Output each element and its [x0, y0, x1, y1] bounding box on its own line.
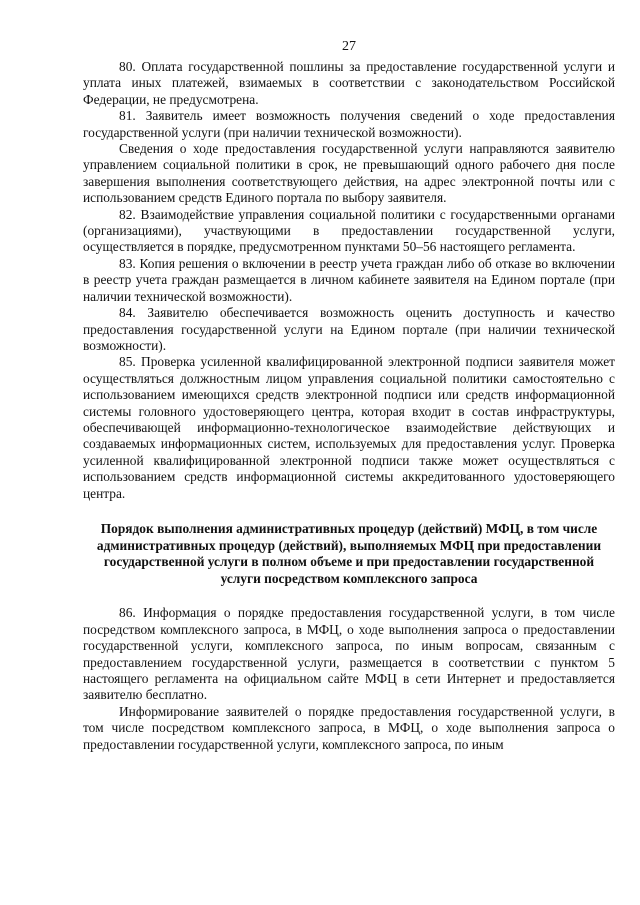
paragraph-83: 83. Копия решения о включении в реестр учета граждан либо об отказе во включении в реестр учета граждан размещается в личном кабинете заявителя на Едином портале (при наличии технической возможности). [83, 255, 615, 304]
paragraph-82: 82. Взаимодействие управления социальной политики с государственными органами (организациями), участвующими в предоставлении государственной услуги, осуществляется в порядке, предусмотренном пунктами 50–56 настоящего регламента. [83, 206, 615, 255]
paragraph-84: 84. Заявителю обеспечивается возможность оценить доступность и качество предоставления государственной услуги на Едином портале (при наличии технической возможности). [83, 305, 615, 353]
paragraph-81: 81. Заявитель имеет возможность получения сведений о ходе предоставления государственной услуги (при наличии технической возможности). [83, 108, 615, 140]
paragraph-85: 85. Проверка усиленной квалифицированной электронной подписи заявителя может осуществляться должностным лицом управления социальной политики самостоятельно с использованием имеющихся средств электронной подписи или средств информационной системы головного удостоверяющего центра, которая входит в состав инфраструктуры, обеспечивающей информационно-технологическое взаимодействие действующих и создаваемых информационных систем, используемых для предоставления услуг. Проверка усиленной квалифицированной электронной подписи также может осуществляться с использованием средств информационной системы аккредитованного удостоверяющего центра. [83, 354, 615, 501]
paragraph-80: 80. Оплата государственной пошлины за предоставление государственной услуги и уплата иных платежей, взимаемых в соответствии с законодательством Российской Федерации, не предусмотрена. [83, 59, 615, 107]
paragraph-86-informing: Информирование заявителей о порядке предоставления государственной услуги, в том числе посредством комплексного запроса, в МФЦ, о ходе выполнения запроса о предоставлении государственной услуги, комплексного запроса, по иным [83, 703, 615, 752]
paragraph-86: 86. Информация о порядке предоставления государственной услуги, в том числе посредством комплексного запроса, в МФЦ, о ходе выполнения запроса о предоставлении государственной услуги, комплексного запроса, по иным вопросам, связанным с предоставлением государственной услуги, размещается в соответствии с пунктом 5 настоящего регламента на официальном сайте МФЦ в сети Интернет и предоставляется заявителю бесплатно. [83, 605, 615, 703]
paragraph-81-details: Сведения о ходе предоставления государственной услуги направляются заявителю управлением социальной политики в срок, не превышающий одного рабочего дня после завершения выполнения соответствующего действия, на адрес электронной почты или с использованием средств Единого портала по выбору заявителя. [83, 141, 615, 206]
section-heading: Порядок выполнения административных процедур (действий) МФЦ, в том числе административных процедур (действий), выполняемых МФЦ при предоставлении государственной услуги в полном объеме и при предоставлении государственной услуги посредством комплексного запроса [96, 520, 602, 586]
document-page [83, 38, 615, 753]
page-number: 27 [342, 39, 356, 54]
